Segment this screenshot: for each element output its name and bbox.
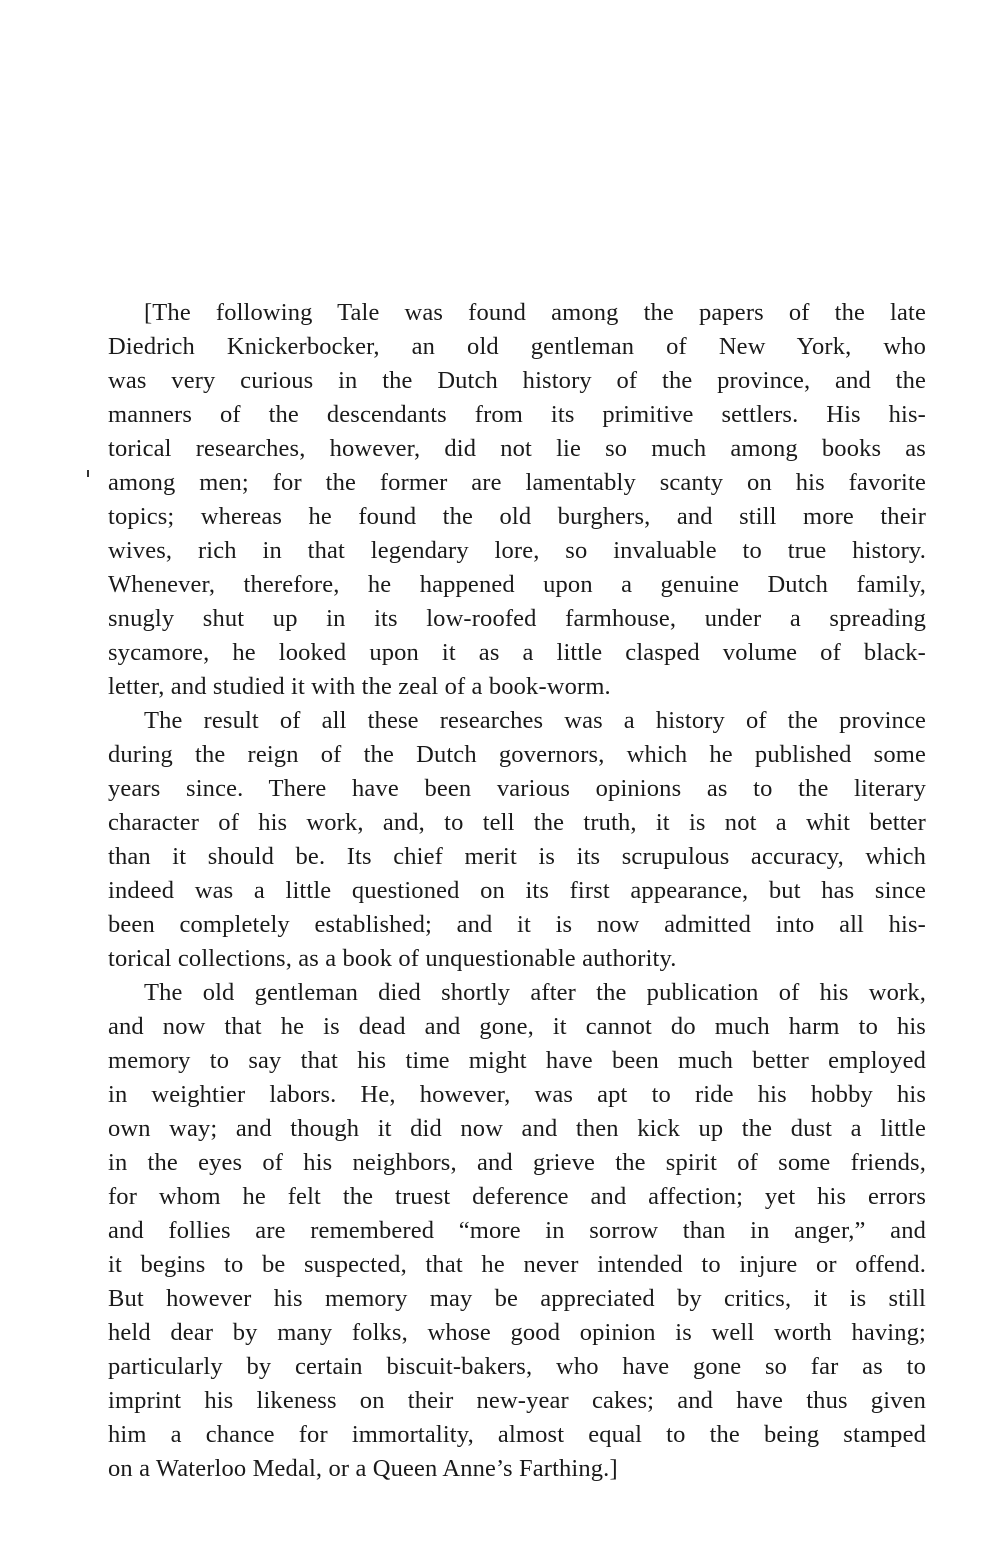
body-text: [108, 296, 926, 1486]
text-line: been completely established; and it is now admitted into all his-: [108, 911, 926, 938]
text-line: [The following Tale was found among the papers of the late: [144, 299, 926, 326]
text-line: snugly shut up in its low-roofed farmhouse, under a spreading: [108, 605, 926, 632]
text-line: him a chance for immortality, almost equal to the being stamped: [108, 1421, 926, 1448]
text-line: Whenever, therefore, he happened upon a genuine Dutch family,: [108, 571, 926, 598]
text-line: and follies are remembered “more in sorrow than in anger,” and: [108, 1217, 926, 1244]
text-line: during the reign of the Dutch governors, which he published some: [108, 741, 926, 768]
text-line: sycamore, he looked upon it as a little clasped volume of black-: [108, 639, 926, 666]
text-line: manners of the descendants from its primitive settlers. His his-: [108, 401, 926, 428]
paragraph: [108, 704, 926, 976]
text-line: and now that he is dead and gone, it cannot do much harm to his: [108, 1013, 926, 1040]
print-speck: [87, 470, 89, 477]
text-line: own way; and though it did now and then kick up the dust a little: [108, 1115, 926, 1142]
text-line: was very curious in the Dutch history of the province, and the: [108, 367, 926, 394]
text-line: Diedrich Knickerbocker, an old gentleman of New York, who: [108, 333, 926, 360]
text-line: in the eyes of his neighbors, and grieve the spirit of some friends,: [108, 1149, 926, 1176]
paragraph: [108, 296, 926, 704]
text-line: imprint his likeness on their new-year cakes; and have thus given: [108, 1387, 926, 1414]
text-line: The old gentleman died shortly after the publication of his work,: [144, 979, 926, 1006]
text-line: But however his memory may be appreciated by critics, it is still: [108, 1285, 926, 1312]
paragraph: [108, 976, 926, 1486]
text-line: among men; for the former are lamentably scanty on his favorite: [108, 469, 926, 496]
text-line: letter, and studied it with the zeal of a book-worm.: [108, 673, 611, 700]
text-line: indeed was a little questioned on its first appearance, but has since: [108, 877, 926, 904]
text-line: in weightier labors. He, however, was apt to ride his hobby his: [108, 1081, 926, 1108]
text-line: on a Waterloo Medal, or a Queen Anne’s Farthing.]: [108, 1455, 618, 1482]
text-line: wives, rich in that legendary lore, so invaluable to true history.: [108, 537, 926, 564]
text-line: memory to say that his time might have been much better employed: [108, 1047, 926, 1074]
text-line: than it should be. Its chief merit is its scrupulous accuracy, which: [108, 843, 926, 870]
text-line: torical researches, however, did not lie so much among books as: [108, 435, 926, 462]
text-line: character of his work, and, to tell the truth, it is not a whit better: [108, 809, 926, 836]
text-line: torical collections, as a book of unquestionable authority.: [108, 945, 677, 972]
text-line: topics; whereas he found the old burghers, and still more their: [108, 503, 926, 530]
text-line: it begins to be suspected, that he never intended to injure or offend.: [108, 1251, 926, 1278]
text-line: particularly by certain biscuit-bakers, who have gone so far as to: [108, 1353, 926, 1380]
text-line: for whom he felt the truest deference and affection; yet his errors: [108, 1183, 926, 1210]
text-line: years since. There have been various opinions as to the literary: [108, 775, 926, 802]
text-line: The result of all these researches was a history of the province: [144, 707, 926, 734]
text-line: held dear by many folks, whose good opinion is well worth having;: [108, 1319, 926, 1346]
